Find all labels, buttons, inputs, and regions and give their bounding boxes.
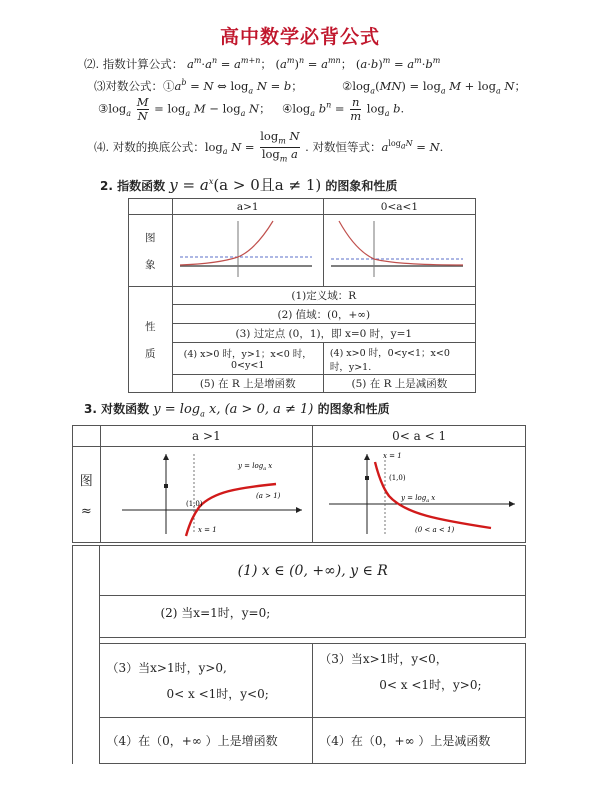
log-col-gt1: a >1: [100, 426, 313, 447]
exp-prop-1: (1)定义域：R: [172, 287, 475, 305]
y-axis-arrow-icon: [364, 454, 370, 460]
identity-label: . 对数恒等式：: [305, 139, 382, 154]
exp-prop-5-left: (5) 在 R 上是增函数: [172, 375, 323, 393]
exp-row-prop: 性 质: [129, 287, 173, 393]
log-rules-line1b: $②\log_a(MN) = \log_a M + \log_a N$；: [342, 79, 526, 96]
exp-prop-4-left: (4) x>0 时，y>1；x<0 时，0<y<1: [172, 343, 323, 375]
log-prop-3-right: （3）当x>1时，y<0， 0< x <1时，y>0;: [313, 644, 526, 718]
exp-col-lt1: 0<a<1: [323, 199, 475, 215]
x-equals-1-label: x = 1: [198, 526, 218, 534]
x-axis-arrow-icon: [296, 507, 302, 513]
log-graph-lt1-svg: [319, 448, 519, 538]
log-prop-3-left: （3）当x>1时，y>0, 0< x <1时，y<0;: [100, 644, 313, 718]
cond-label: (a > 1): [256, 492, 281, 500]
exp-table: [128, 198, 476, 393]
exp-graph-gt1-svg: [178, 219, 318, 279]
log-rules-line2: $③\log_a$ $\frac{M}{N}$ = $\log_a M - \log_a N$；: [98, 95, 271, 123]
log-graph-gt1: [100, 447, 313, 543]
exp-graph-gt1: [172, 215, 323, 287]
exp-curve-increasing: [180, 221, 273, 265]
unit-mark: [365, 476, 369, 480]
unit-mark: [164, 484, 168, 488]
section3-heading: 3. 对数函数 $y = \log_a x$, (a > 0, a ≠ 1) 的图象和性质: [84, 402, 390, 419]
log-col-lt1: 0< a < 1: [313, 426, 526, 447]
log-row-graph: 图 ≈: [73, 447, 101, 543]
log-prop-1: (1) x ∈ (0, +∞), y ∈ R: [100, 546, 526, 596]
log-prop-2: (2) 当x=1时，y=0;: [100, 596, 526, 638]
point-1-0-label: (1,0): [186, 500, 203, 508]
exp-prop-3: (3) 过定点 (0，1)，即 x=0 时，y=1: [172, 324, 475, 343]
log-prop-4-left: （4）在（0，+∞ ）上是增函数: [100, 718, 313, 764]
cond-label: (0 < a < 1): [415, 526, 455, 534]
log-rules-line2b: $④\log_a$ $b^n$ = $\frac{n}{m}$ $\log_a b$.: [282, 95, 405, 123]
log-graph-gt1-svg: [106, 448, 306, 538]
exp-prop-5-right: (5) 在 R 上是减函数: [323, 375, 475, 393]
log-rules-line1: ⑶对数公式：$①a^b = N$ ⇔ $\log_a N = b$；: [94, 78, 303, 96]
exp-prop-2: (2) 值域：(0，+∞): [172, 305, 475, 324]
log-rules-label: ⑶对数公式：: [94, 79, 163, 93]
exp-row-graph: 图 象: [129, 215, 173, 287]
change-base-label: ⑷. 对数的换底公式：: [94, 139, 205, 154]
x-axis-arrow-icon: [509, 501, 515, 507]
page-title: 高中数学必背公式: [219, 26, 380, 48]
log-func-label: $y = \log_a x$: [401, 494, 436, 504]
exp-prop-4-right: (4) x>0 时，0<y<1；x<0 时，y>1.: [323, 343, 475, 375]
exp-rules-label: ⑵. 指数计算公式：: [84, 57, 184, 71]
exp-curve-decreasing: [339, 221, 463, 265]
log-prop-table: [72, 545, 526, 764]
exp-graph-lt1: [323, 215, 475, 287]
x-equals-1-label: x = 1: [383, 452, 402, 460]
change-base: ⑷. 对数的换底公式：$\log_a N$ = $\frac{\log_m N}{\log_m a}$ . 对数恒等式：$a^{log_aN} = N$.: [94, 129, 444, 164]
section2-heading: 2. 指数函数 $y = a^x(a > 0$且a ≠ 1) 的图象和性质: [100, 176, 398, 194]
log-prop-4-right: （4）在（0，+∞ ）上是减函数: [313, 718, 526, 764]
log-graph-table: [72, 425, 526, 543]
exp-graph-lt1-svg: [329, 219, 469, 279]
exp-rules: ⑵. 指数计算公式： $a^m\cdot a^n = a^{m+n}$； $(a^m)^n = a^{mn}$； $(a\cdot b)^m = a^m\cdot b^m$: [84, 56, 441, 71]
exp-col-gt1: a>1: [172, 199, 323, 215]
y-axis-arrow-icon: [163, 454, 169, 460]
log-graph-lt1: [313, 447, 526, 543]
point-1-0-label: (1,0): [389, 474, 406, 482]
log-func-label: $y = \log_a x$: [238, 462, 273, 472]
